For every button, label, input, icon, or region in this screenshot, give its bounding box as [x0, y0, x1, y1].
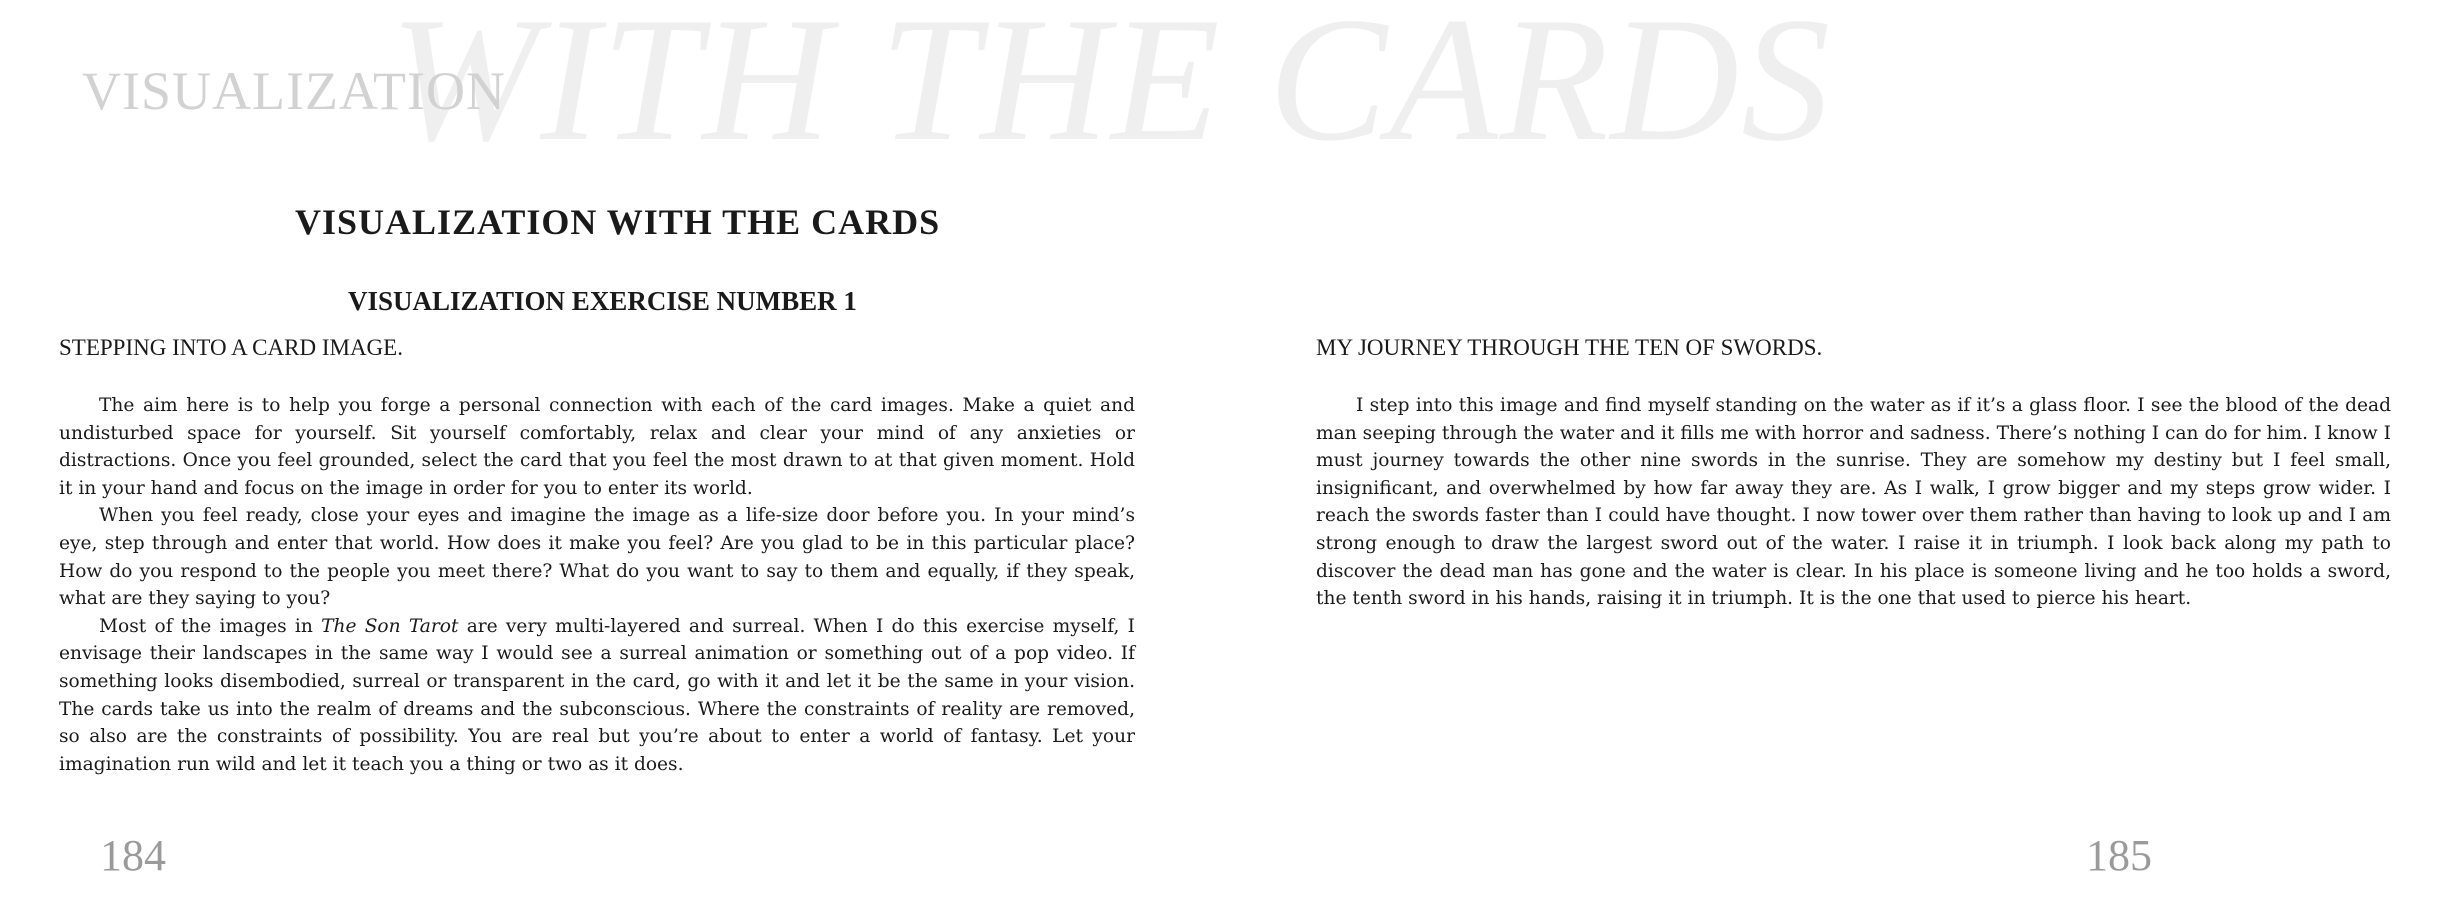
right-page-body	[1316, 392, 2391, 613]
left-section-heading: STEPPING INTO A CARD IMAGE.	[59, 335, 403, 360]
paragraph	[59, 613, 1135, 779]
right-page-number: 185	[2086, 831, 2152, 880]
exercise-subtitle: VISUALIZATION EXERCISE NUMBER 1	[348, 286, 857, 317]
right-section-heading: MY JOURNEY THROUGH THE TEN OF SWORDS.	[1316, 335, 1823, 360]
paragraph: When you feel ready, close your eyes and imagine the image as a life-size door before you. In your mind’s eye, step through and enter that world. How does it make you feel? Are you glad to be in this particular place? How do you respond to the people you meet there? What do you want to say to them and equally, if they speak, what are they saying to you?	[59, 505, 1135, 610]
left-page-body	[59, 392, 1135, 778]
paragraph: I step into this image and find myself standing on the water as if it’s a glass floor. I see the blood of the dead man seeping through the water and it fills me with horror and sadness. There’s nothing I can do for him. I know I must journey towards the other nine swords in the sunrise. They are somehow my destiny but I feel small, insignificant, and overwhelmed by how far away they are. As I walk, I grow bigger and my steps grow wider. I reach the swords faster than I could have thought. I now tower over them rather than having to look up and I am strong enough to draw the largest sword out of the water. I raise it in triumph. I look back along my path to discover the dead man has gone and the water is clear. In his place is someone living and he too holds a sword, the tenth sword in his hands, raising it in triumph. It is the one that used to pierce his heart.	[1316, 395, 2391, 610]
left-page-number: 184	[100, 831, 166, 880]
paragraph-text: Most of the images in	[99, 615, 322, 637]
watermark-label: VISUALIZATION	[82, 61, 506, 121]
paragraph-text: are very multi-layered and surreal. When I do this exercise myself, I envisage their landscapes in the same way I would see a surreal animation or something out of a pop video. If something looks disembodied, surreal or transparent in the card, go with it and let it be the same in your vision. The cards take us into the realm of dreams and the subconscious. Where the constraints of reality are removed, so also are the constraints of possibility. You are real but you’re about to enter a world of fantasy. Let your imagination run wild and let it teach you a thing or two as it does.	[59, 615, 1135, 775]
chapter-title: VISUALIZATION WITH THE CARDS	[295, 202, 941, 243]
book-title-italic: The Son Tarot	[321, 615, 459, 637]
watermark-title: WITH THE CARDS	[390, 0, 1833, 178]
paragraph: The aim here is to help you forge a personal connection with each of the card images. Make a quiet and undisturbed space for yourself. Sit yourself comfortably, relax and clear your mind of any anxieties or distractions. Once you feel grounded, select the card that you feel the most drawn to at that given moment. Hold it in your hand and focus on the image in order for you to enter its world.	[59, 395, 1135, 499]
